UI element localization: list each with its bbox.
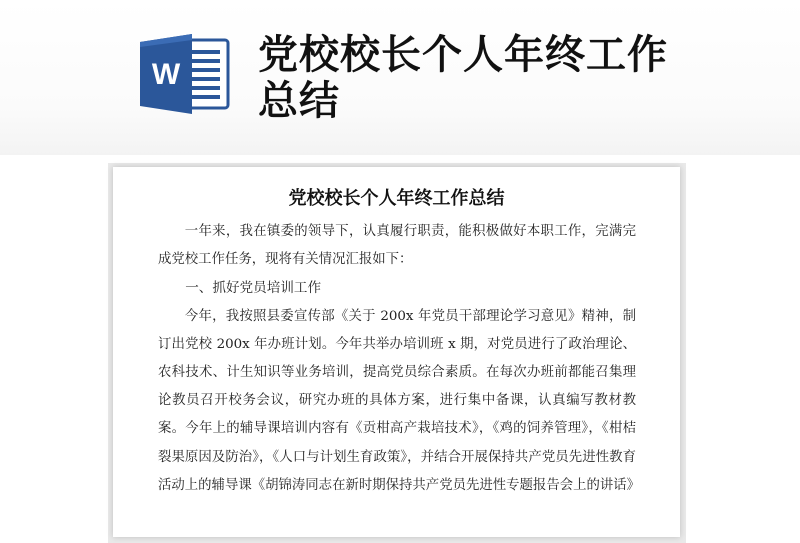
document-body [158, 218, 641, 500]
intro-paragraph: 一年来，我在镇委的领导下，认真履行职责，能积极做好本职工作，完满完成党校工作任务，现将有关情况汇报如下： [158, 224, 636, 268]
section-heading: 一、抓好党员培训工作 [185, 280, 322, 297]
word-icon-graphic [140, 34, 232, 114]
word-icon-letter: W [151, 58, 181, 91]
document-page [113, 167, 680, 537]
body-paragraph: 今年，我按照县委宣传部《关于 200x 年党员干部理论学习意见》精神，制订出党校 200x 年办班计划。今年共举办培训班 x 期，对党员进行了政治理论、农科技术、计生知识等业务培训，提高党员综合素质。在每次办班前都能召集理论教员召开校务会议，研究办班的具体方案，进行集中备课，认真编写教材教案。今年上的辅导课培训内容有《贡柑高产栽培技术》，《鸡的饲养管理》，《柑桔裂果原因及防治》，《人口与计划生育政策》，并结合开展保持共产党员先进性教育活动上的辅导课《胡锦涛同志在新时期保持共产党员先进性专题报告会上的讲话》 [158, 308, 641, 493]
word-icon [140, 34, 232, 114]
document-title: 党校校长个人年终工作总结 [288, 188, 505, 209]
page-title: 党校校长个人年终工作总结 [258, 32, 668, 124]
